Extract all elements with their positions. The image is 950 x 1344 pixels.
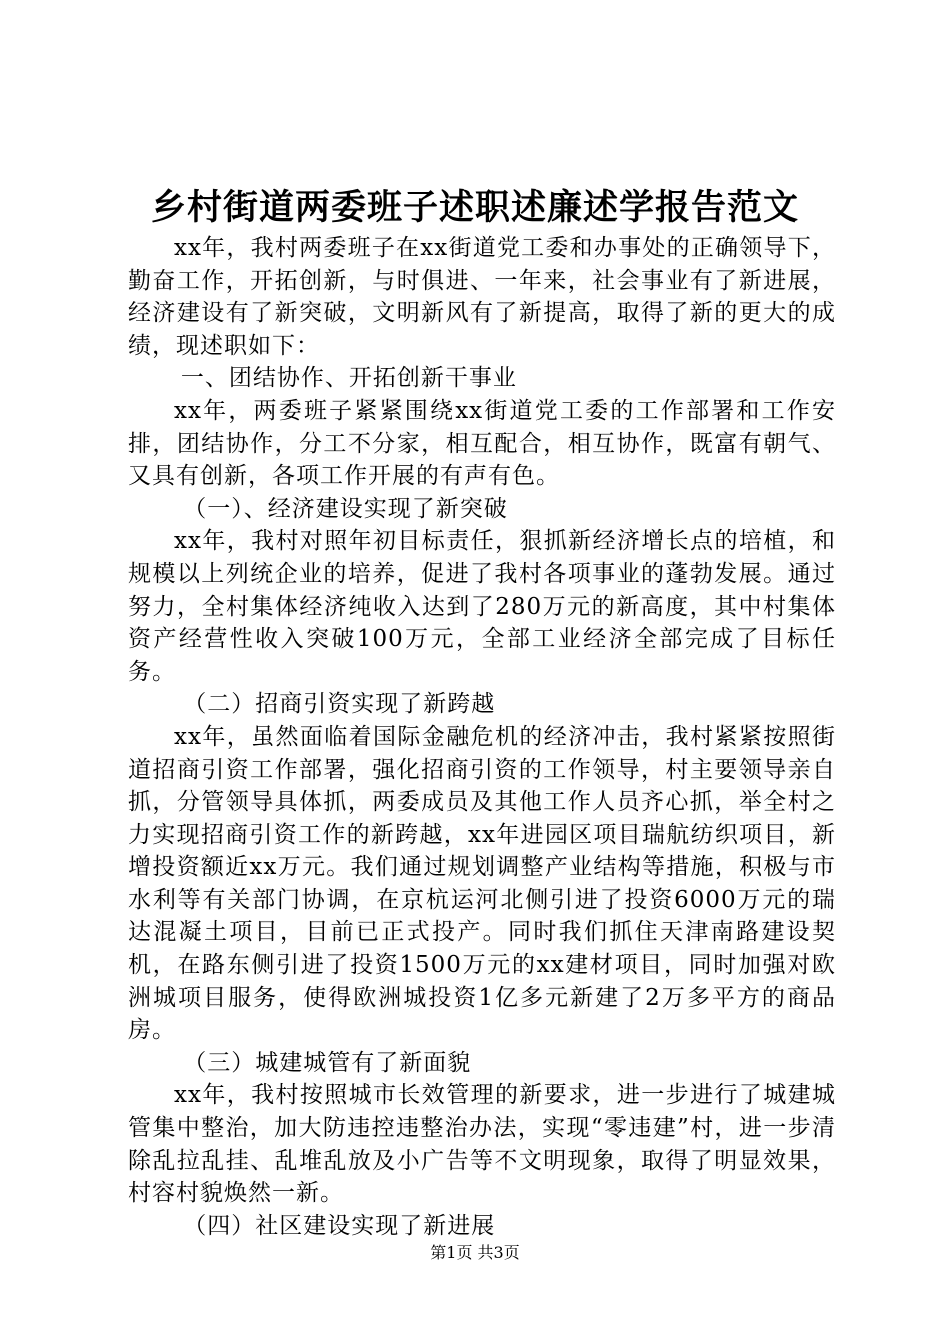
paragraph-intro: xx年，我村两委班子在xx街道党工委和办事处的正确领导下，勤奋工作，开拓创新，与时俱进、一年来，社会事业有了新进展，经济建设有了新突破，文明新风有了新提高，取得了新的更大的成绩，现述职如下： xyxy=(128,235,836,359)
document-title: 乡村街道两委班子述职述廉述学报告范文 xyxy=(150,187,799,228)
subsection-heading: （四）社区建设实现了新进展 xyxy=(183,1212,496,1239)
paragraph: xx年，两委班子紧紧围绕xx街道党工委的工作部署和工作安排，团结协作，分工不分家，相互配合，相互协作，既富有朝气、又具有创新，各项工作开展的有声有色。 xyxy=(128,397,836,490)
section-heading: 一、团结协作、开拓创新干事业 xyxy=(180,365,517,392)
subsection-heading: （二）招商引资实现了新跨越 xyxy=(183,691,496,718)
page-number-footer: 第1页 共3页 xyxy=(430,1243,520,1262)
paragraph: xx年，我村对照年初目标责任，狠抓新经济增长点的培植，和规模以上列统企业的培养，促进了我村各项事业的蓬勃发展。通过努力，全村集体经济纯收入达到了280万元的新高度，其中村集体资产经营性收入突破100万元，全部工业经济全部完成了目标任务。 xyxy=(128,528,836,685)
subsection-heading: （一）、经济建设实现了新突破 xyxy=(183,495,508,522)
subsection-heading: （三）城建城管有了新面貌 xyxy=(183,1049,472,1076)
paragraph: xx年，虽然面临着国际金融危机的经济冲击，我村紧紧按照街道招商引资工作部署，强化招商引资的工作领导，村主要领导亲自抓，分管领导具体抓，两委成员及其他工作人员齐心抓，举全村之力实现招商引资工作的新跨越，xx年进园区项目瑞航纺织项目，新增投资额近xx万元。我们通过规划调整产业结构等措施，积极与市水利等有关部门协调，在京杭运河北侧引进了投资6000万元的瑞达混凝土项目，目前已正式投产。同时我们抓住天津南路建设契机，在路东侧引进了投资1500万元的xx建材项目，同时加强对欧洲城项目服务，使得欧洲城投资1亿多元新建了2万多平方的商品房。 xyxy=(128,723,836,1044)
document-body xyxy=(128,232,836,1242)
paragraph: xx年，我村按照城市长效管理的新要求，进一步进行了城建城管集中整治，加大防违控违整治办法，实现“零违建”村，进一步清除乱拉乱挂、乱堆乱放及小广告等不文明现象，取得了明显效果，村容村貌焕然一新。 xyxy=(128,1082,836,1207)
